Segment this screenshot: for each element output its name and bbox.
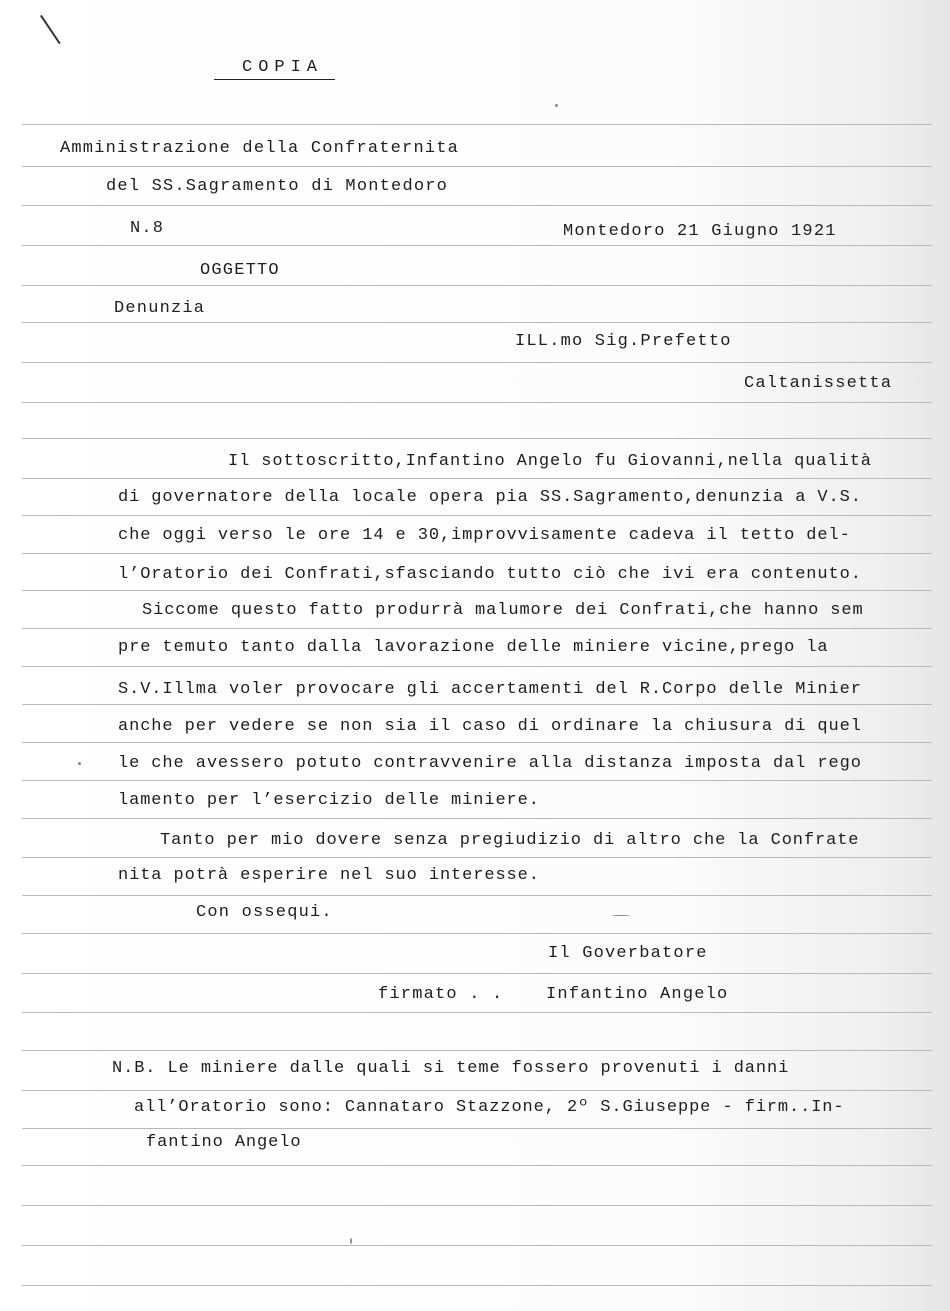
ruled-line bbox=[22, 666, 932, 667]
body-line: lamento per l’esercizio delle miniere. bbox=[118, 791, 540, 810]
ruled-line bbox=[22, 857, 932, 858]
paper-speck bbox=[78, 762, 81, 765]
ruled-line bbox=[22, 1090, 932, 1091]
ruled-line bbox=[22, 322, 932, 323]
ruled-line bbox=[22, 402, 932, 403]
ruled-line bbox=[22, 590, 932, 591]
ruled-line bbox=[22, 245, 932, 246]
signatory-name: Infantino Angelo bbox=[546, 985, 729, 1004]
signed-label: firmato . . bbox=[378, 985, 504, 1004]
subject-label: OGGETTO bbox=[200, 261, 280, 280]
ruled-line bbox=[22, 780, 932, 781]
paper-speck bbox=[555, 104, 558, 107]
body-line: S.V.Illma voler provocare gli accertamenti del R.Corpo delle Minier bbox=[118, 680, 862, 699]
ruled-line bbox=[22, 1285, 932, 1286]
ruled-line bbox=[22, 553, 932, 554]
body-line: che oggi verso le ore 14 e 30,improvvisamente cadeva il tetto del- bbox=[118, 526, 851, 545]
ruled-line bbox=[22, 704, 932, 705]
signatory-role: Il Goverbatore bbox=[548, 944, 708, 963]
body-line: l’Oratorio dei Confrati,sfasciando tutto ciò che ivi era contenuto. bbox=[118, 565, 862, 584]
ruled-line bbox=[22, 515, 932, 516]
ruled-line bbox=[22, 742, 932, 743]
body-line: Tanto per mio dovere senza pregiudizio di altro che la Confrate bbox=[160, 831, 860, 850]
ruled-line bbox=[22, 438, 932, 439]
note-line: all’Oratorio sono: Cannataro Stazzone, 2º S.Giuseppe - firm..In- bbox=[134, 1098, 845, 1117]
ruled-line bbox=[22, 124, 932, 125]
ruled-line bbox=[22, 1012, 932, 1013]
paper-speck bbox=[612, 915, 630, 916]
pen-mark bbox=[40, 15, 61, 44]
ruled-line bbox=[22, 362, 932, 363]
body-line: anche per vedere se non sia il caso di ordinare la chiusura di quel bbox=[118, 717, 862, 736]
ruled-line bbox=[22, 628, 932, 629]
body-line: di governatore della locale opera pia SS.Sagramento,denunzia a V.S. bbox=[118, 488, 862, 507]
ruled-line bbox=[22, 973, 932, 974]
body-line: nita potrà esperire nel suo interesse. bbox=[118, 866, 540, 885]
note-line: fantino Angelo bbox=[146, 1133, 302, 1152]
paper-speck bbox=[350, 1238, 352, 1244]
ruled-line bbox=[22, 1165, 932, 1166]
ruled-line bbox=[22, 478, 932, 479]
document-title: COPIA bbox=[214, 58, 335, 80]
place-date: Montedoro 21 Giugno 1921 bbox=[563, 222, 837, 241]
recipient-city: Caltanissetta bbox=[744, 374, 893, 393]
recipient-name: ILL.mo Sig.Prefetto bbox=[515, 332, 732, 351]
ruled-line bbox=[22, 205, 932, 206]
ruled-line bbox=[22, 1128, 932, 1129]
confraternity-line: del SS.Sagramento di Montedoro bbox=[106, 177, 449, 196]
ruled-line bbox=[22, 285, 932, 286]
ruled-line bbox=[22, 895, 932, 896]
body-line: Il sottoscritto,Infantino Angelo fu Giovanni,nella qualità bbox=[228, 452, 872, 471]
closing-greeting: Con ossequi. bbox=[196, 903, 333, 922]
ruled-line bbox=[22, 1050, 932, 1051]
ruled-line bbox=[22, 166, 932, 167]
body-line: pre temuto tanto dalla lavorazione delle miniere vicine,prego la bbox=[118, 638, 829, 657]
protocol-number: N.8 bbox=[130, 219, 165, 238]
ruled-line bbox=[22, 1245, 932, 1246]
administration-line: Amministrazione della Confraternita bbox=[60, 139, 460, 158]
subject-text: Denunzia bbox=[114, 299, 206, 318]
ruled-line bbox=[22, 818, 932, 819]
ruled-line bbox=[22, 1205, 932, 1206]
body-line: Siccome questo fatto produrrà malumore dei Confrati,che hanno sem bbox=[142, 601, 864, 620]
body-line: le che avessero potuto contravvenire alla distanza imposta dal rego bbox=[118, 754, 862, 773]
ruled-line bbox=[22, 933, 932, 934]
note-line: N.B. Le miniere dalle quali si teme fossero provenuti i danni bbox=[112, 1059, 790, 1078]
